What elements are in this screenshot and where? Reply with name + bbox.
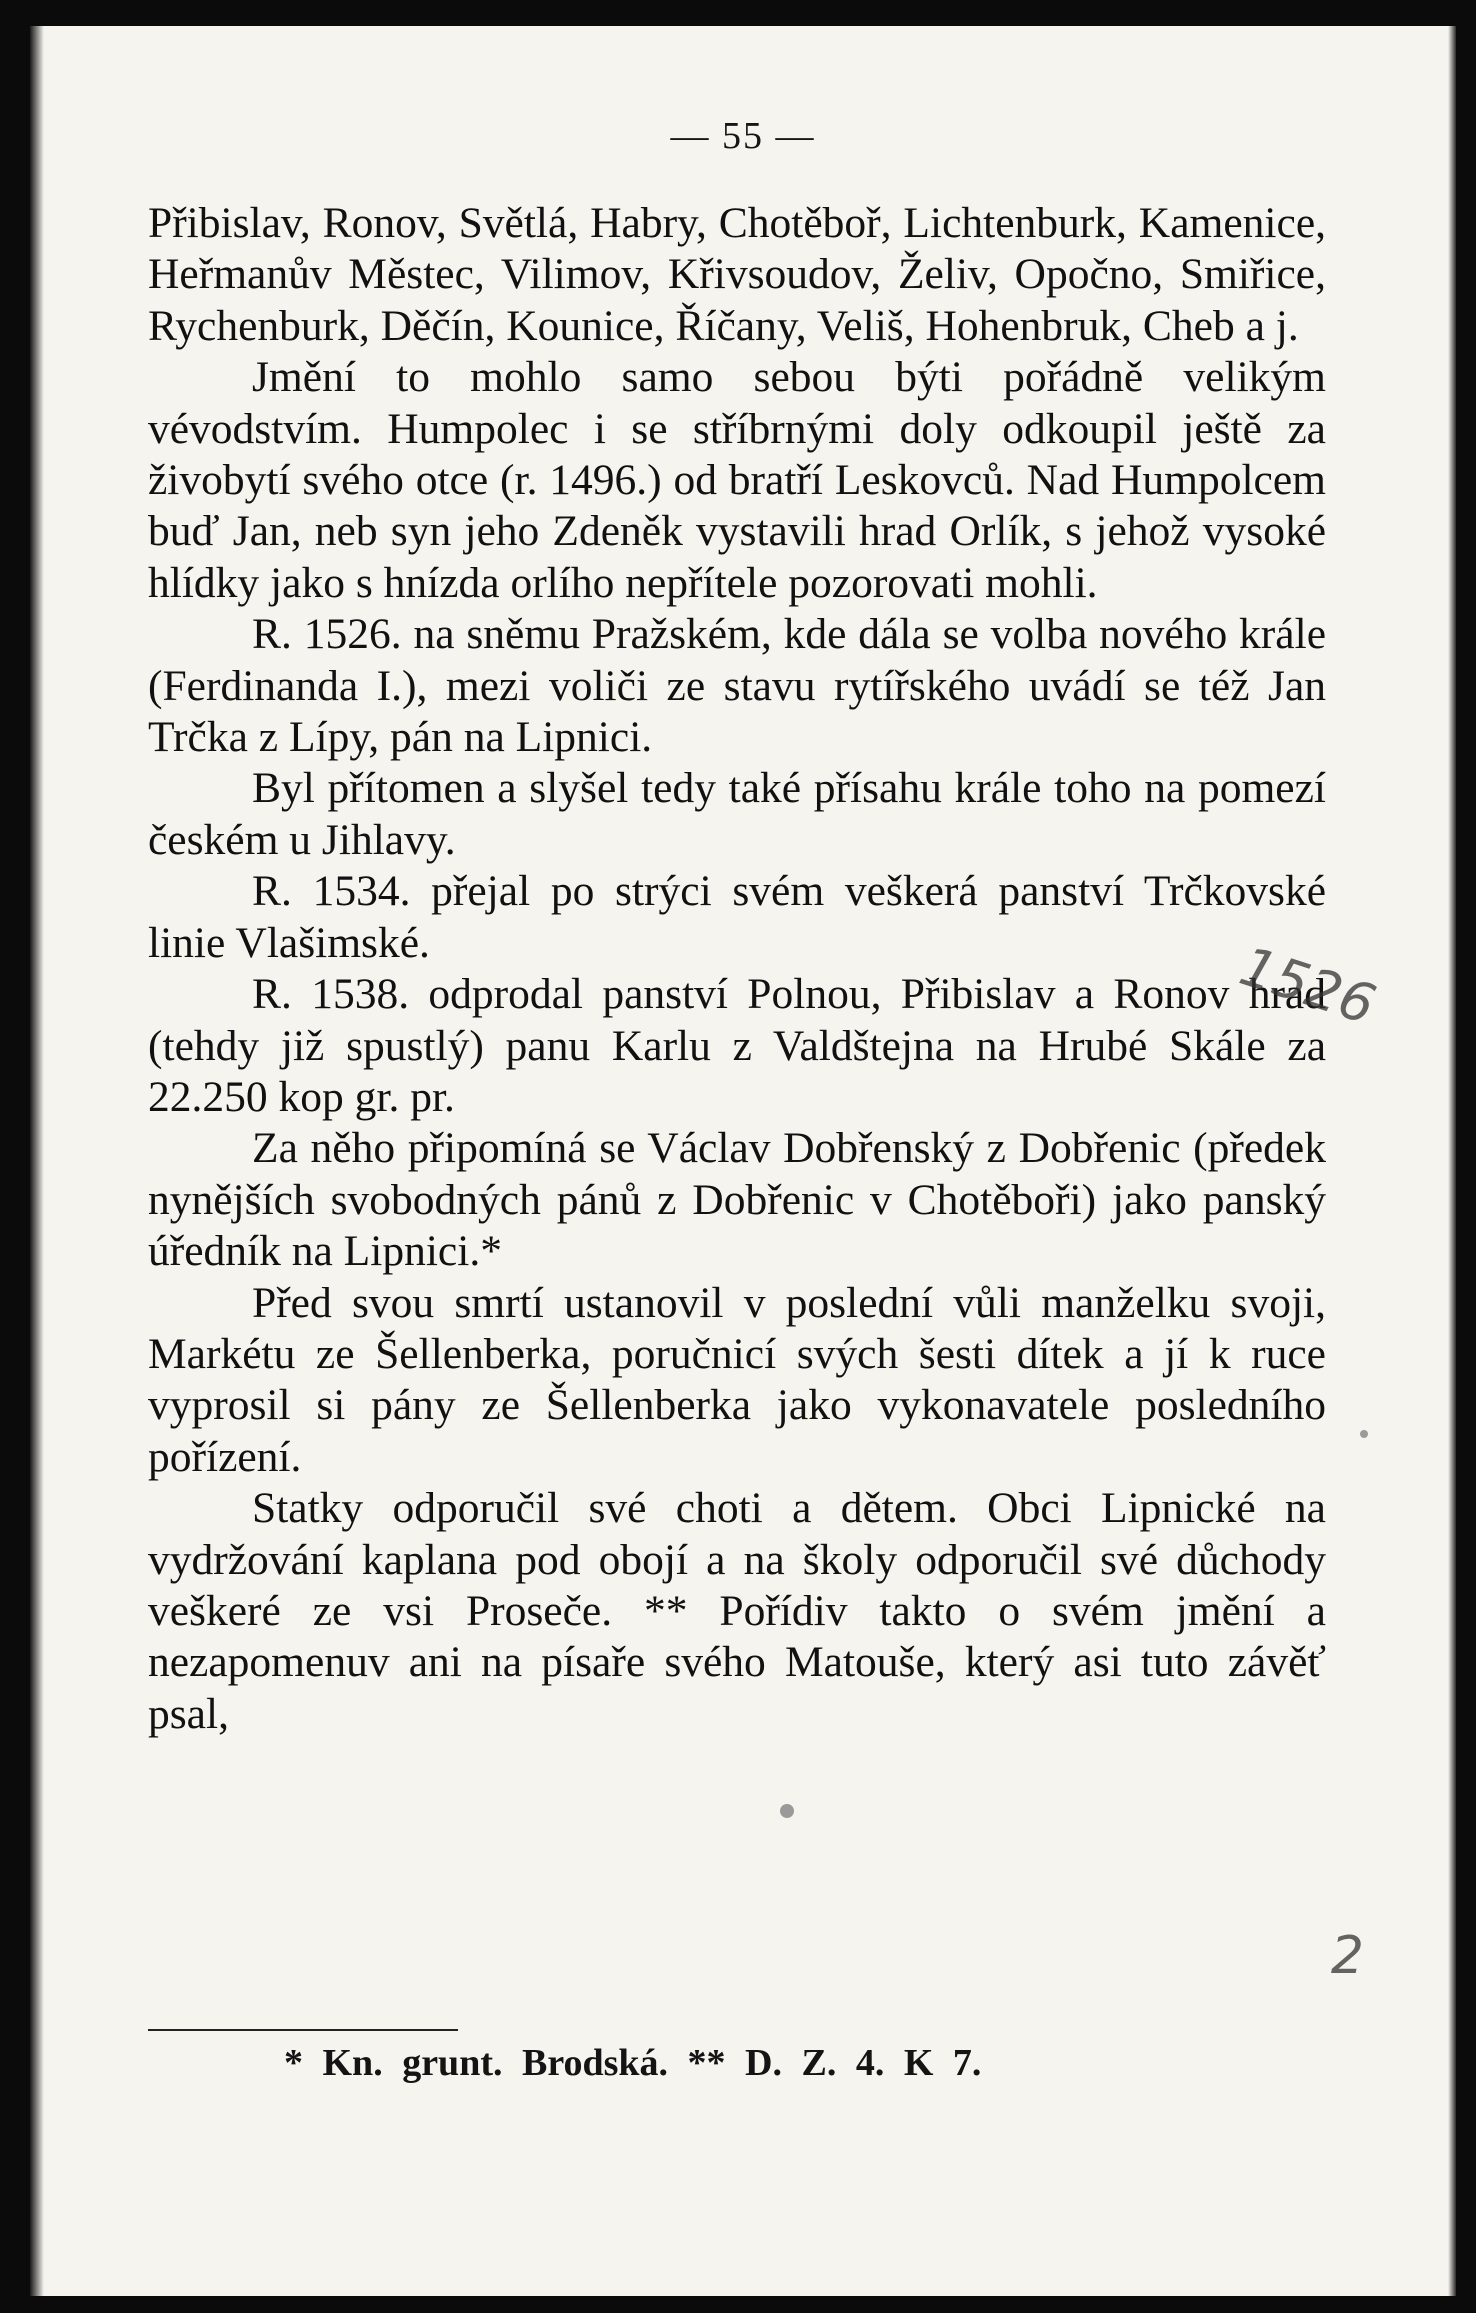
body-text xyxy=(148,198,1326,1740)
page-number: — 55 — xyxy=(670,115,816,157)
footnotes: * Kn. grunt. Brodská. ** D. Z. 4. K 7. xyxy=(284,2042,982,2084)
paper-speck xyxy=(1360,1430,1368,1438)
page-edge-shadow xyxy=(1448,26,1456,2296)
paragraph-7: Za něho připomíná se Václav Dobřenský z Dobřenic (předek nynějších svobodných pánů z Dobřenic v Chotěboři) jako panský úředník na Lipnici.* xyxy=(148,1124,1326,1276)
paragraph-4: Byl přítomen a slyšel tedy také přísahu krále toho na pomezí českém u Jihlavy. xyxy=(148,764,1326,864)
book-page xyxy=(30,26,1456,2296)
footnote-separator xyxy=(148,2029,458,2031)
paragraph-6: R. 1538. odprodal panství Polnou, Přibislav a Ronov hrad (tehdy již spustlý) panu Karlu z Valdštejna na Hrubé Skále za 22.250 kop gr. pr. xyxy=(148,970,1326,1121)
paragraph-8: Před svou smrtí ustanovil v poslední vůli manželku svoji, Markétu ze Šellenberka, poručnicí svých šesti dítek a jí k ruce vyprosil si pány ze Šellenberka jako vykonavatele posledního pořízení. xyxy=(148,1278,1326,1481)
paragraph-1: Přibislav, Ronov, Světlá, Habry, Chotěboř, Lichtenburk, Kamenice, Heřmanův Městec, Vilimov, Křivsoudov, Želiv, Opočno, Smiřice, Rychenburk, Děčín, Kounice, Říčany, Veliš, Hohenbruk, Cheb a j. xyxy=(148,199,1326,350)
paragraph-5: R. 1534. přejal po strýci svém veškerá panství Trčkovské linie Vlašimské. xyxy=(148,867,1326,967)
handwritten-margin-note-bottom: 2 xyxy=(1330,1926,1364,1986)
paragraph-2: Jmění to mohlo samo sebou býti pořádně velikým vévodstvím. Humpolec i se stříbrnými doly odkoupil ještě za živobytí svého otce (r. 1496.) od bratří Leskovců. Nad Humpolcem buď Jan, neb syn jeho Zdeněk vystavili hrad Orlík, s jehož vysoké hlídky jako s hnízda orlího nepřítele pozorovati mohli. xyxy=(148,353,1326,607)
paper-speck xyxy=(780,1804,794,1818)
binding-shadow xyxy=(30,26,44,2296)
handwritten-margin-note-year: 1526 xyxy=(1232,934,1383,1037)
paragraph-3: R. 1526. na sněmu Pražském, kde dála se volba nového krále (Ferdinanda I.), mezi voliči ze stavu rytířského uvádí se též Jan Trčka z Lípy, pán na Lipnici. xyxy=(148,610,1326,762)
paragraph-9: Statky odporučil své choti a dětem. Obci Lipnické na vydržování kaplana pod obojí a na školy odporučil své důchody veškeré ze vsi Proseče. ** Pořídiv takto o svém jmění a nezapomenuv ani na písaře svého Matouše, který asi tuto závěť psal, xyxy=(148,1484,1326,1738)
